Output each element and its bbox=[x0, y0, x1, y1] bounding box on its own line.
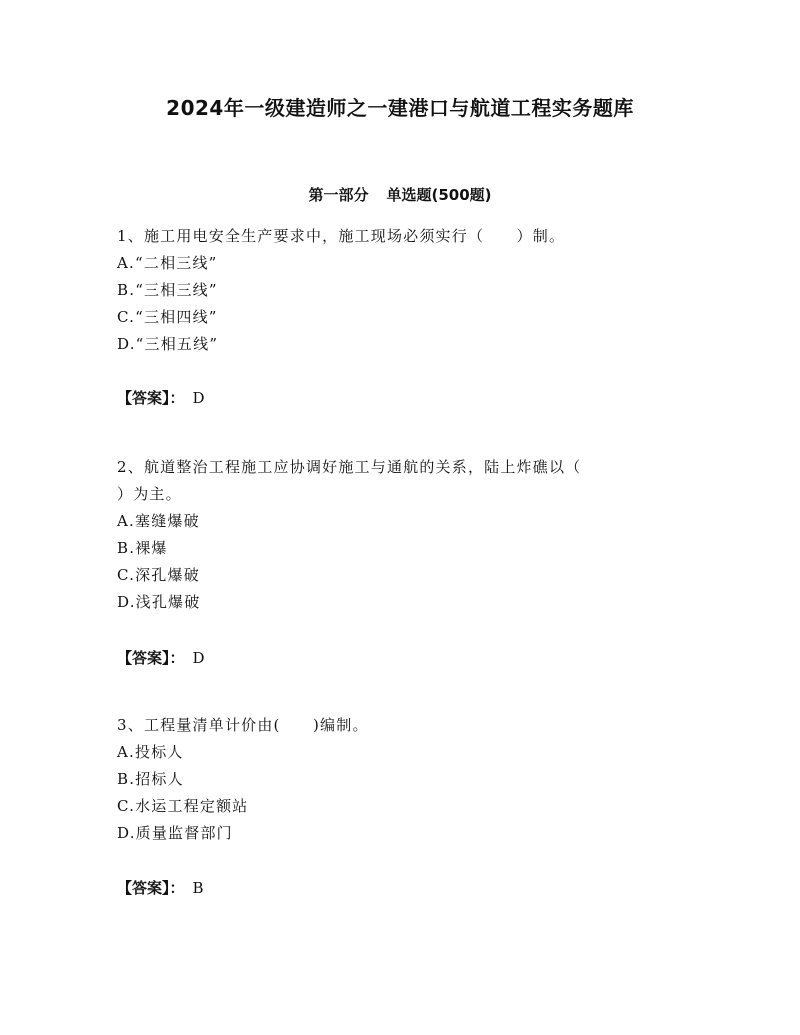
question-2-option-b: B.裸爆 bbox=[117, 539, 168, 557]
question-3-answer bbox=[117, 877, 204, 899]
question-3-option-b: B.招标人 bbox=[117, 770, 184, 788]
question-1-option-d: D.“三相五线” bbox=[117, 335, 219, 353]
answer-value: D bbox=[192, 389, 205, 407]
question-1-answer bbox=[117, 387, 205, 409]
section-type-label: 单选题(500题) bbox=[386, 186, 492, 204]
question-1-option-b: B.“三相三线” bbox=[117, 281, 218, 299]
question-3-stem: 3、工程量清单计价由( )编制。 bbox=[117, 716, 369, 734]
question-3-option-a: A.投标人 bbox=[117, 743, 184, 761]
section-title bbox=[0, 183, 800, 207]
answer-value: D bbox=[192, 649, 205, 667]
question-1-stem: 1、施工用电安全生产要求中，施工现场必须实行（ ）制。 bbox=[117, 227, 566, 245]
question-2-option-a: A.塞缝爆破 bbox=[117, 512, 200, 530]
question-3-option-d: D.质量监督部门 bbox=[117, 824, 233, 842]
question-2-answer bbox=[117, 647, 205, 669]
question-1-option-a: A.“二相三线” bbox=[117, 254, 218, 272]
question-2-stem-line-2: ）为主。 bbox=[117, 485, 182, 503]
section-part-label: 第一部分 bbox=[308, 186, 369, 204]
question-3-option-c: C.水运工程定额站 bbox=[117, 797, 249, 815]
question-2-option-d: D.浅孔爆破 bbox=[117, 593, 201, 611]
question-2-stem-line-1: 2、航道整治工程施工应协调好施工与通航的关系，陆上炸礁以（ bbox=[117, 458, 582, 476]
answer-value: B bbox=[192, 879, 204, 897]
question-2-option-c: C.深孔爆破 bbox=[117, 566, 200, 584]
document-title: 2024年一级建造师之一建港口与航道工程实务题库 bbox=[166, 96, 634, 120]
answer-label: 【答案】： bbox=[117, 649, 185, 667]
answer-label: 【答案】： bbox=[117, 389, 185, 407]
question-1-option-c: C.“三相四线” bbox=[117, 308, 218, 326]
answer-label: 【答案】： bbox=[117, 879, 185, 897]
